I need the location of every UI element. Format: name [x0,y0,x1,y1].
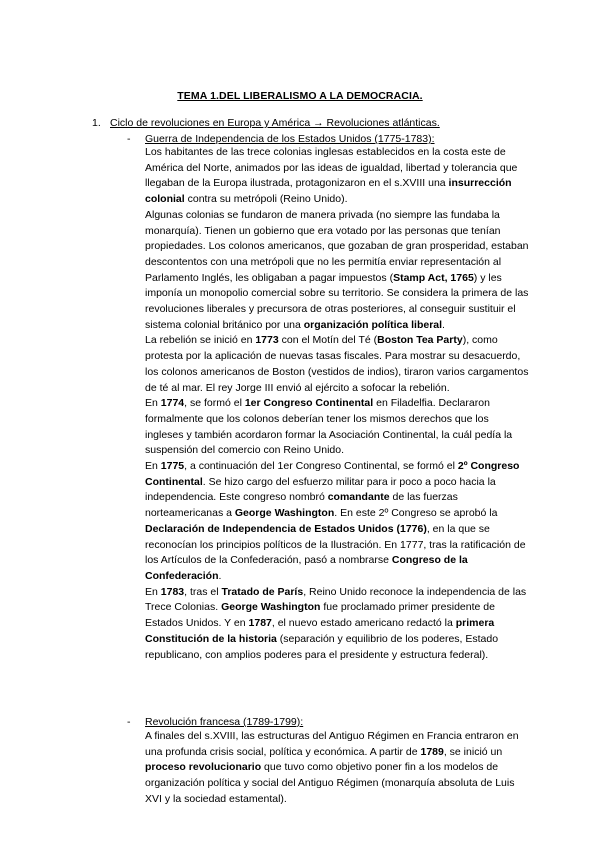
french-revolution-body [145,729,530,808]
paragraph: Los habitantes de las trece colonias inglesas establecidos en la costa este de América del Norte, animados por las ideas de igualdad, libertad y tolerancia que llegaban de la Europa ilustrada, protagonizaron en el s.XVIII una insurrección colonial contra su metrópoli (Reino Unido). [145,146,518,206]
paragraph: La rebelión se inició en 1773 con el Motín del Té (Boston Tea Party), como protesta por la aplicación de nuevas tasas fiscales. Para mostrar su desacuerdo, los colonos americanos de Boston (vestidos de indios), tiraron varios cargamentos de té al mar. El rey Jorge III envió al ejército a sofocar la rebelión. [145,334,529,394]
paragraph: A finales del s.XVIII, las estructuras del Antiguo Régimen en Francia entraron en una profunda crisis social, política y económica. A partir de 1789, se inició un proceso revolucionario que tuvo como objetivo poner fin a los modelos de organización política y social del Antiguo Régimen (monarquía absoluta de Luis XVI y la sociedad estamental). [145,730,519,805]
bullet-dash: - [127,133,131,145]
page-title: TEMA 1.DEL LIBERALISMO A LA DEMOCRACIA. [177,90,423,102]
subsection-heading-independence: Guerra de Independencia de los Estados Unidos (1775-1783): [145,133,435,145]
bullet-dash: - [127,716,131,728]
paragraph: Algunas colonias se fundaron de manera privada (no siempre las fundaba la monarquía). Tienen un gobierno que era votado por las personas que tenían propiedades. Los colonos americanos, que gozaban de gran prosperidad, estaban descontentos con una metrópoli que no les permitía enviar representación al Parlamento Inglés, les obligaban a pagar impuestos (Stamp Act, 1765) y les imponía un monopolio comercial sobre su territorio. Se considera la primera de las revoluciones liberales y precursora de otras posteriores, al conseguir sustituir el sistema colonial británico por una organización política liberal. [145,208,529,331]
paragraph: En 1775, a continuación del 1er Congreso Continental, se formó el 2º Congreso Continental. Se hizo cargo del esfuerzo militar para ir poco a poco hacia la independencia. Este congreso nombró comandante de las fuerzas norteamericanas a George Washington. En este 2º Congreso se aprobó la Declaración de Independencia de Estados Unidos (1776), en la que se reconocían los principios políticos de la Ilustración. En 1777, tras la ratificación de los Artículos de la Confederación, pasó a nombrarse Congreso de la Confederación. [145,460,526,582]
paragraph: En 1783, tras el Tratado de París, Reino Unido reconoce la independencia de las Trece Colonias. George Washington fue proclamado primer presidente de Estados Unidos. Y en 1787, el nuevo estado americano redactó la primera Constitución de la historia (separación y equilibrio de los poderes, Estado republicano, con amplios poderes para el presidente y estructura federal). [145,585,527,661]
section-heading: Ciclo de revoluciones en Europa y América → Revoluciones atlánticas. [110,117,440,129]
independence-body [145,145,530,663]
paragraph: En 1774, se formó el 1er Congreso Continental en Filadelfia. Declararon formalmente que los colonos deberían tener los mismos derechos que los ingleses y también acordaron formar la Asociación Continental, la cuál pedía la suspensión del comercio con Reino Unido. [145,397,513,457]
subsection-heading-french-revolution: Revolución francesa (1789-1799): [145,716,304,728]
section-number: 1. [92,117,101,129]
